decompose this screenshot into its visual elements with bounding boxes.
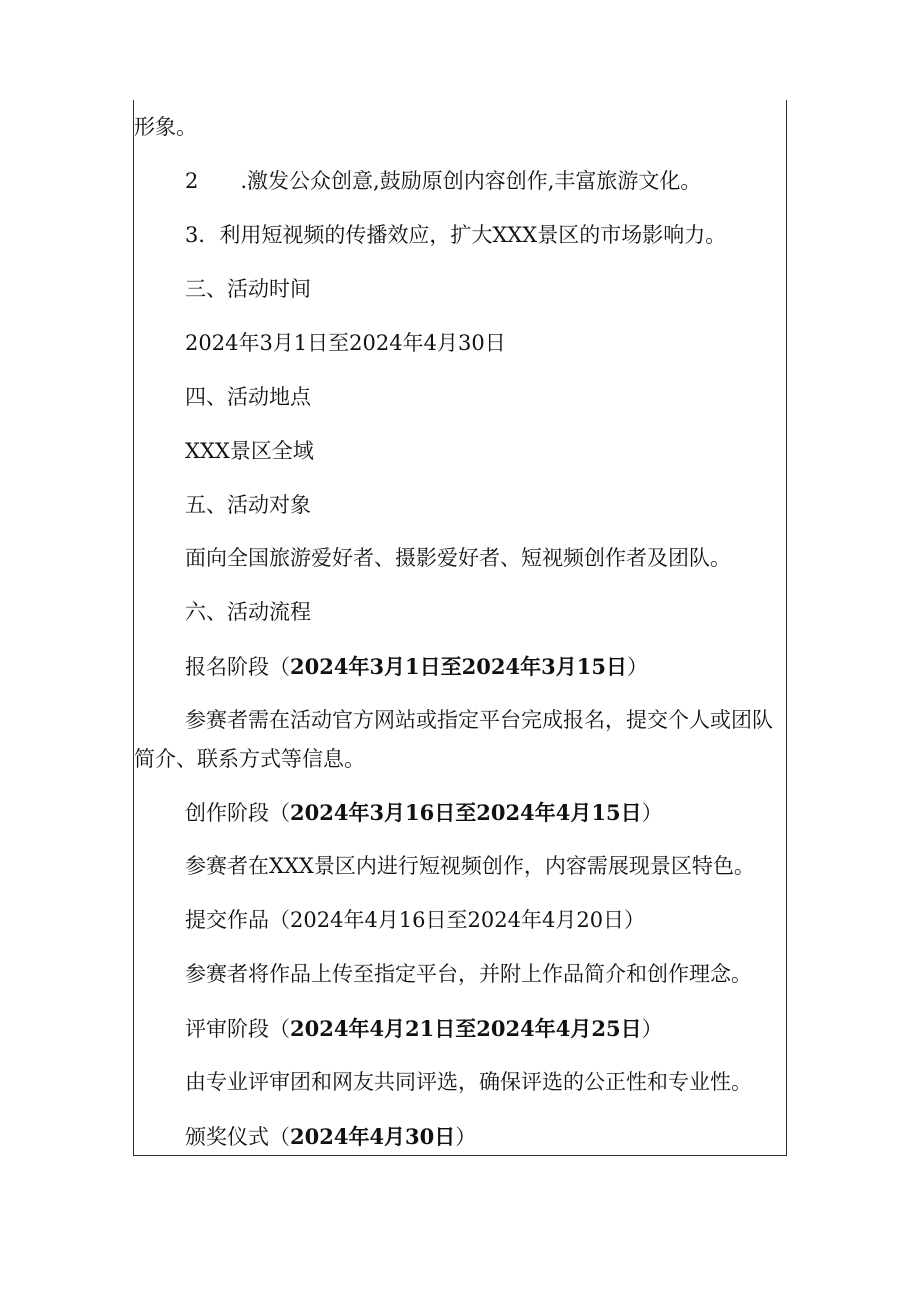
creation-stage [185, 799, 663, 827]
review-stage-close: ） [641, 1017, 663, 1041]
activity-location: XXX景区全域 [185, 439, 314, 463]
section-process-heading: 六、活动流程 [185, 600, 311, 624]
creation-text: 参赛者在XXX景区内进行短视频创作，内容需展现景区特色。 [185, 854, 755, 878]
goal-2: 2 .激发公众创意,鼓励原创内容创作,丰富旅游文化。 [185, 169, 702, 193]
registration-stage-label: 报名阶段（ [185, 655, 290, 679]
section-time-heading: 三、活动时间 [185, 277, 311, 301]
award-stage-dates: 2024年4月30日 [290, 1124, 456, 1149]
submission-text: 参赛者将作品上传至指定平台，并附上作品简介和创作理念。 [185, 962, 752, 986]
review-stage [185, 1015, 663, 1043]
activity-time: 2024年3月1日至2024年4月30日 [185, 331, 506, 355]
registration-stage-close: ） [626, 655, 648, 679]
section-location-heading: 四、活动地点 [185, 385, 311, 409]
award-stage-close: ） [455, 1125, 477, 1149]
award-stage-label: 颁奖仪式（ [185, 1125, 290, 1149]
creation-stage-dates: 2024年3月16日至2024年4月15日 [290, 800, 642, 825]
registration-stage-dates: 2024年3月1日至2024年3月15日 [290, 654, 627, 679]
submission-stage: 提交作品（2024年4月16日至2024年4月20日） [185, 908, 646, 932]
goal-3: 3．利用短视频的传播效应，扩大XXX景区的市场影响力。 [185, 223, 727, 247]
document-frame [133, 100, 787, 1156]
review-stage-label: 评审阶段（ [185, 1017, 290, 1041]
section-target-heading: 五、活动对象 [185, 493, 311, 517]
review-stage-dates: 2024年4月21日至2024年4月25日 [290, 1016, 642, 1041]
review-text: 由专业评审团和网友共同评选，确保评选的公正性和专业性。 [185, 1070, 752, 1094]
text-line-1: 形象。 [134, 115, 197, 139]
creation-stage-close: ） [641, 801, 663, 825]
registration-stage [185, 653, 648, 681]
creation-stage-label: 创作阶段（ [185, 801, 290, 825]
registration-text-2: 简介、联系方式等信息。 [134, 747, 365, 771]
activity-target: 面向全国旅游爱好者、摄影爱好者、短视频创作者及团队。 [185, 546, 731, 570]
award-stage [185, 1123, 476, 1151]
registration-text-1: 参赛者需在活动官方网站或指定平台完成报名，提交个人或团队 [185, 708, 773, 732]
